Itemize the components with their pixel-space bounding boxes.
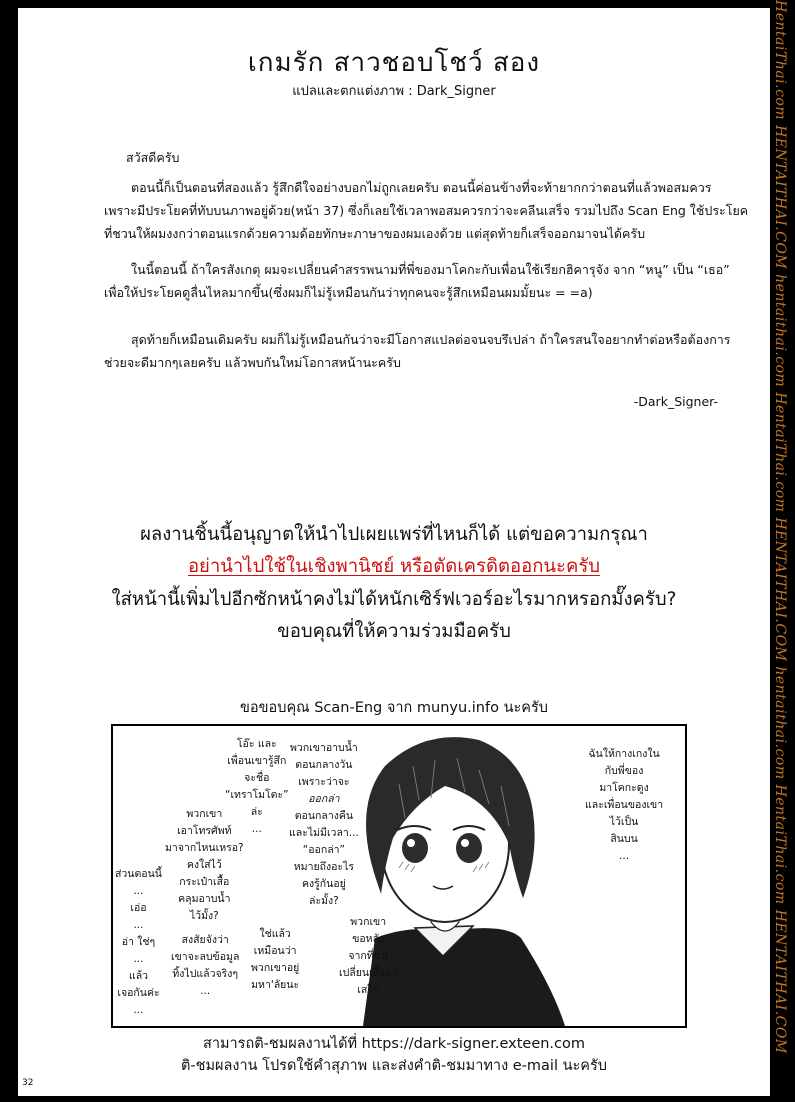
notice-line-2-warning: อย่านำไปใช้ในเชิงพานิชย์ หรือตัดเครดิตออกนะครับ <box>187 556 601 577</box>
bubble-line: ไว้เป็น <box>609 816 639 828</box>
bubble-line: เขาจะลบข้อมูล <box>171 951 240 963</box>
bubble-line: คลุมอาบน้ำ <box>178 893 231 905</box>
letter-paragraph-2 <box>104 258 730 304</box>
letter-paragraph-1 <box>104 176 749 245</box>
bubble-line: หมายถึงอะไร <box>293 861 355 873</box>
watermark-text: HentaiThai.com HENTAITHAI.COM hentaithai.com HentaiThai.com HENTAITHAI.COM hentaithai.com HentaiThai.com HENTAITHAI.COM <box>772 0 788 1054</box>
bubble-line: ขอหลัง <box>352 933 385 945</box>
translator-credit: แปลและตกแต่งภาพ : Dark_Signer <box>292 84 496 99</box>
bubble-line: ล่ะ <box>250 806 263 818</box>
bubble-line: “เทราโมโตะ” <box>225 789 289 801</box>
bubble-line: กระเป๋าเสื้อ <box>179 876 230 888</box>
bubble-line: ไว้มั้ง? <box>189 910 219 922</box>
bubble-line: ฉันให้กางเกงใน <box>588 748 660 760</box>
letter-paragraph-3 <box>104 328 731 374</box>
bubble-line: ออกล่า <box>308 793 340 805</box>
speech-bubble <box>115 866 162 1019</box>
speech-bubble <box>585 746 663 865</box>
bubble-line: ... <box>133 919 144 931</box>
page-title: เกมรัก สาวชอบโชว์ สอง <box>247 48 541 78</box>
bubble-line: คงรู้กันอยู่ <box>302 878 346 890</box>
bubble-line: เพื่อนเขารู้สึก <box>227 755 287 767</box>
bubble-line: “ออกล่า” <box>302 844 345 856</box>
footer-line-1: สามารถติ-ชมผลงานได้ที่ https://dark-signer.exteen.com <box>202 1036 586 1052</box>
bubble-line: อ่า ใช่ๆ <box>121 936 156 948</box>
paragraph-line: สุดท้ายก็เหมือนเดิมครับ ผมก็ไม่รู้เหมือนกันว่าจะมีโอกาสแปลต่อจนจบรึเปล่า ถ้าใครสนใจอยากทำต่อหรือต้องการ <box>131 332 731 347</box>
bubble-line: กับพี่ของ <box>604 765 644 777</box>
notice-line-3: ใส่หน้านี้เพิ่มไปอีกซักหน้าคงไม่ได้หนักเซิร์ฟเวอร์อะไรมากหรอกมั๊งครับ? <box>111 589 677 610</box>
bubble-line: พวกเขาอาบน้ำ <box>290 742 358 754</box>
bubble-line: และเพื่อนของเขา <box>585 799 664 811</box>
bubble-line: ใช่แล้ว <box>259 928 291 940</box>
bubble-line: สินบน <box>610 833 638 845</box>
bubble-line: เพราะว่าจะ <box>298 776 350 788</box>
speech-bubble <box>339 914 397 999</box>
speech-bubble <box>251 926 299 994</box>
bubble-line: เสร็จ <box>357 984 380 996</box>
document-page <box>18 8 770 1096</box>
letter-greeting: สวัสดีครับ <box>126 150 180 165</box>
bubble-line: มาจากไหนเหรอ? <box>165 842 244 854</box>
bubble-line: ตอนกลางวัน <box>295 759 353 771</box>
notice-line-4: ขอบคุณที่ให้ความร่วมมือครับ <box>277 621 511 642</box>
bubble-line: โอ๊ะ และ <box>236 738 277 750</box>
bubble-line: มาโคกะดูง <box>599 782 649 794</box>
bubble-line: เอาโทรศัพท์ <box>177 825 232 837</box>
bubble-line: คงใส่ไว้ <box>186 859 222 871</box>
scan-credit: ขอขอบคุณ Scan-Eng จาก munyu.info นะครับ <box>240 700 548 716</box>
paragraph-line: ช่วยจะดีมากๆเลยครับ แล้วพบกันใหม่โอกาสหน้านะครับ <box>104 355 401 370</box>
speech-bubble <box>289 740 359 910</box>
bubble-line: ... <box>619 850 630 862</box>
bubble-line: เหมือนว่า <box>253 945 297 957</box>
bubble-line: ... <box>200 985 211 997</box>
bubble-line: พวกเขาอยู่ <box>251 962 300 974</box>
bubble-line: เจอกันค่ะ <box>117 987 160 999</box>
bubble-line: ล่ะมั้ง? <box>309 895 339 907</box>
bubble-line: ... <box>133 953 144 965</box>
bubble-line: พวกเขา <box>350 916 387 928</box>
bubble-line: ... <box>133 885 144 897</box>
bubble-line: สงสัยจังว่า <box>181 934 229 946</box>
bubble-line: จะชื่อ <box>244 772 270 784</box>
paragraph-line: เพื่อให้ประโยคดูลื่นไหลมากขึ้น(ซึ่งผมก็ไม่รู้เหมือนกันว่าทุกคนจะรู้สึกเหมือนผมมั้ยนะ = =a) <box>104 285 593 300</box>
bubble-line: มหา'ลัยนะ <box>251 979 300 991</box>
bubble-line: ตอนกลางคืน <box>294 810 354 822</box>
paragraph-line: ตอนนี้ก็เป็นตอนที่สองแล้ว รู้สึกดีใจอย่างบอกไม่ถูกเลยครับ ตอนนี้ค่อนข้างที่จะท้ายากกว่าตอนที่แล้วพอสมควร <box>131 180 712 195</box>
bubble-line: จากที่ฉัน <box>348 950 389 962</box>
bubble-line: ทิ้งไปแล้วจริงๆ <box>172 968 239 980</box>
paragraph-line: ในนี้ตอนนี้ ถ้าใครสังเกตุ ผมจะเปลี่ยนคำสรรพนามที่พี่ของมาโคกะกับเพื่อนใช้เรียกฮิคารุจัง จาก “หนู” เป็น “เธอ” <box>131 262 730 277</box>
bubble-line: เอ่อ <box>130 902 147 914</box>
footer-line-2: ติ-ชมผลงาน โปรดใช้คำสุภาพ และส่งคำติ-ชมมาทาง e-mail นะครับ <box>180 1058 607 1074</box>
paragraph-line: เพราะมีประโยคที่ทับบนภาพอยู่ด้วย(หน้า 37) ซึ่งก็เลยใช้เวลาพอสมควรกว่าจะคลีนเสร็จ รวมไปถึง Scan Eng ใช้ประโยค <box>104 203 749 218</box>
letter-signature: -Dark_Signer- <box>633 394 718 409</box>
speech-bubble <box>165 806 244 925</box>
page-number: 32 <box>22 1078 34 1088</box>
bubble-line: แล้ว <box>128 970 149 982</box>
watermark-strip-right <box>773 0 795 1102</box>
manga-illustration-panel <box>111 724 687 1028</box>
bubble-line: ... <box>133 1004 144 1016</box>
notice-line-1: ผลงานชิ้นนี้อนุญาตให้นำไปเผยแพร่ที่ไหนก็ได้ แต่ขอความกรุณา <box>140 524 648 545</box>
bubble-line: ... <box>251 823 262 835</box>
bubble-line: และไม่มีเวลา... <box>289 827 359 839</box>
bubble-line: ส่วนตอนนี้ <box>115 868 162 880</box>
speech-bubble <box>171 932 239 1000</box>
bubble-line: พวกเขา <box>186 808 223 820</box>
bubble-line: เปลี่ยนเสื้อผ้า <box>339 967 398 979</box>
paragraph-line: ที่ชวนให้ผมงงกว่าตอนแรกด้วยความด้อยทักษะภาษาของผมเองด้วย แต่สุดท้ายก็เสร็จออกมาจนได้ครับ <box>104 226 646 241</box>
